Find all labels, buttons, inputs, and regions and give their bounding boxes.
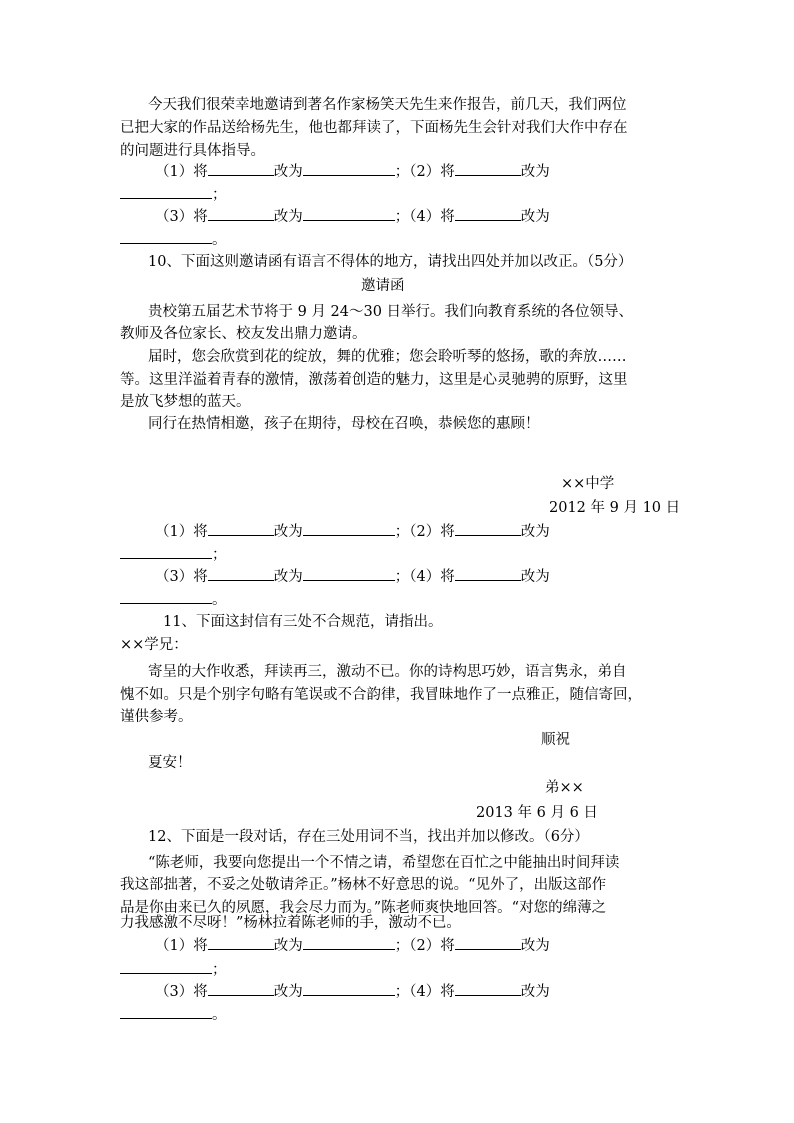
q10-p2-line-2: 等。这里洋溢着青春的激情，激荡着创造的魅力，这里是心灵驰骋的原野，这里 bbox=[120, 372, 628, 388]
answer-change-label: 改为 bbox=[520, 938, 550, 954]
q11-date: 2013 年 6 月 6 日 bbox=[476, 805, 598, 821]
answer-change-label: 改为 bbox=[273, 938, 303, 954]
answer-change-label: 改为 bbox=[520, 569, 550, 585]
q12-body-line-4: 力我感激不尽呀！”杨林拉着陈老师的手，激动不已。 bbox=[120, 915, 461, 931]
answer-label-3: （3）将 bbox=[155, 209, 208, 225]
answer-sep: ； bbox=[394, 164, 410, 180]
answer-row-1 bbox=[155, 160, 550, 184]
answer-label-1: （1）将 bbox=[155, 164, 208, 180]
answer-label-4: （4）将 bbox=[409, 569, 455, 585]
answer-sep: ； bbox=[394, 984, 410, 1000]
answer-row-4b bbox=[120, 588, 227, 612]
answer-blank[interactable] bbox=[455, 521, 521, 536]
answer-blank[interactable] bbox=[303, 935, 395, 950]
answer-row-3b bbox=[120, 543, 227, 567]
answer-change-label: 改为 bbox=[520, 984, 550, 1000]
q10-p1-line-1: 贵校第五届艺术节将于 9 月 24～30 日举行。我们向教育系统的各位领导、 bbox=[148, 304, 634, 320]
answer-end: 。 bbox=[212, 232, 227, 248]
answer-label-4: （4）将 bbox=[409, 984, 455, 1000]
answer-blank[interactable] bbox=[120, 1004, 212, 1019]
answer-blank[interactable] bbox=[120, 184, 212, 199]
answer-row-6b bbox=[120, 1003, 227, 1027]
answer-row-1b bbox=[120, 183, 227, 207]
answer-change-label: 改为 bbox=[273, 984, 303, 1000]
answer-blank[interactable] bbox=[303, 566, 395, 581]
q10-date: 2012 年 9 月 10 日 bbox=[549, 500, 681, 516]
q11-closing-2: 夏安！ bbox=[148, 755, 192, 771]
answer-blank[interactable] bbox=[208, 566, 274, 581]
answer-label-2: （2）将 bbox=[409, 164, 455, 180]
q11-salutation: ××学兄： bbox=[120, 637, 188, 653]
answer-label-2: （2）将 bbox=[409, 524, 455, 540]
answer-label-1: （1）将 bbox=[155, 524, 208, 540]
answer-blank[interactable] bbox=[455, 161, 521, 176]
q12-body-line-1: “陈老师，我要向您提出一个不情之请，希望您在百忙之中能抽出时间拜读 bbox=[148, 855, 620, 871]
q10-p3: 同行在热情相邀，孩子在期待，母校在召唤，恭候您的惠顾！ bbox=[148, 416, 540, 432]
q9-para-line-3: 的问题进行具体指导。 bbox=[120, 143, 265, 159]
answer-blank[interactable] bbox=[208, 981, 274, 996]
answer-blank[interactable] bbox=[303, 981, 395, 996]
answer-row-3 bbox=[155, 520, 550, 544]
answer-sep: ； bbox=[212, 547, 227, 563]
q10-p2-line-3: 是放飞梦想的蓝天。 bbox=[120, 394, 251, 410]
answer-row-5b bbox=[120, 958, 227, 982]
q9-para-line-1: 今天我们很荣幸地邀请到著名作家杨笑天先生来作报告，前几天，我们两位 bbox=[148, 97, 627, 113]
q10-signature: ××中学 bbox=[561, 476, 615, 492]
answer-change-label: 改为 bbox=[273, 209, 303, 225]
answer-label-4: （4）将 bbox=[409, 209, 455, 225]
q12-title: 12、下面是一段对话，存在三处用词不当，找出并加以修改。（6分） bbox=[148, 829, 589, 845]
answer-blank[interactable] bbox=[303, 161, 395, 176]
q11-body-line-2: 愧不如。只是个别字句略有笔误或不合韵律，我冒昧地作了一点雅正，随信寄回， bbox=[120, 687, 642, 703]
answer-label-3: （3）将 bbox=[155, 569, 208, 585]
answer-blank[interactable] bbox=[303, 206, 395, 221]
answer-change-label: 改为 bbox=[273, 524, 303, 540]
q11-body-line-3: 谨供参考。 bbox=[120, 709, 193, 725]
q12-body-line-2: 我这部拙著，不妥之处敬请斧正。”杨林不好意思的说。“见外了，出版这部作 bbox=[120, 877, 607, 893]
answer-change-label: 改为 bbox=[273, 164, 303, 180]
answer-blank[interactable] bbox=[208, 935, 274, 950]
q10-heading: 邀请函 bbox=[361, 278, 405, 294]
answer-label-3: （3）将 bbox=[155, 984, 208, 1000]
answer-blank[interactable] bbox=[208, 161, 274, 176]
q10-p2-line-1: 届时，您会欣赏到花的绽放，舞的优雅；您会聆听琴的悠扬，歌的奔放…… bbox=[148, 349, 627, 365]
q12-body-line-3: 品是你由来已久的夙愿，我会尽力而为。”陈老师爽快地回答。“对您的绵薄之 bbox=[120, 900, 607, 916]
answer-end: 。 bbox=[212, 1007, 227, 1023]
answer-sep: ； bbox=[212, 962, 227, 978]
q10-title: 10、下面这则邀请函有语言不得体的地方，请找出四处并加以改正。（5分） bbox=[148, 254, 633, 270]
answer-label-2: （2）将 bbox=[409, 938, 455, 954]
q11-title: 11、下面这封信有三处不合规范，请指出。 bbox=[163, 614, 443, 630]
answer-change-label: 改为 bbox=[273, 569, 303, 585]
answer-sep: ； bbox=[394, 209, 410, 225]
q10-p1-line-2: 教师及各位家长、校友发出鼎力邀请。 bbox=[120, 326, 367, 342]
answer-change-label: 改为 bbox=[520, 209, 550, 225]
answer-row-2 bbox=[155, 205, 550, 229]
q11-closing-1: 顺祝 bbox=[541, 732, 570, 748]
q11-signature: 弟×× bbox=[545, 780, 584, 796]
answer-sep: ； bbox=[394, 524, 410, 540]
q9-para-line-2: 已把大家的作品送给杨先生，他也都拜读了，下面杨先生会针对我们大作中存在 bbox=[120, 120, 628, 136]
answer-sep: ； bbox=[394, 938, 410, 954]
answer-blank[interactable] bbox=[455, 566, 521, 581]
answer-row-5 bbox=[155, 934, 550, 958]
answer-blank[interactable] bbox=[455, 206, 521, 221]
answer-change-label: 改为 bbox=[520, 524, 550, 540]
answer-blank[interactable] bbox=[303, 521, 395, 536]
answer-blank[interactable] bbox=[120, 229, 212, 244]
answer-sep: ； bbox=[212, 187, 227, 203]
answer-blank[interactable] bbox=[455, 935, 521, 950]
answer-row-4 bbox=[155, 565, 550, 589]
answer-blank[interactable] bbox=[455, 981, 521, 996]
answer-change-label: 改为 bbox=[520, 164, 550, 180]
answer-blank[interactable] bbox=[120, 544, 212, 559]
answer-row-6 bbox=[155, 980, 550, 1004]
answer-row-2b bbox=[120, 228, 227, 252]
answer-blank[interactable] bbox=[208, 521, 274, 536]
answer-label-1: （1）将 bbox=[155, 938, 208, 954]
answer-blank[interactable] bbox=[120, 589, 212, 604]
answer-end: 。 bbox=[212, 592, 227, 608]
answer-blank[interactable] bbox=[120, 959, 212, 974]
q11-body-line-1: 寄呈的大作收悉，拜读再三，激动不已。你的诗构思巧妙，语言隽永，弟自 bbox=[148, 664, 627, 680]
answer-blank[interactable] bbox=[208, 206, 274, 221]
answer-sep: ； bbox=[394, 569, 410, 585]
